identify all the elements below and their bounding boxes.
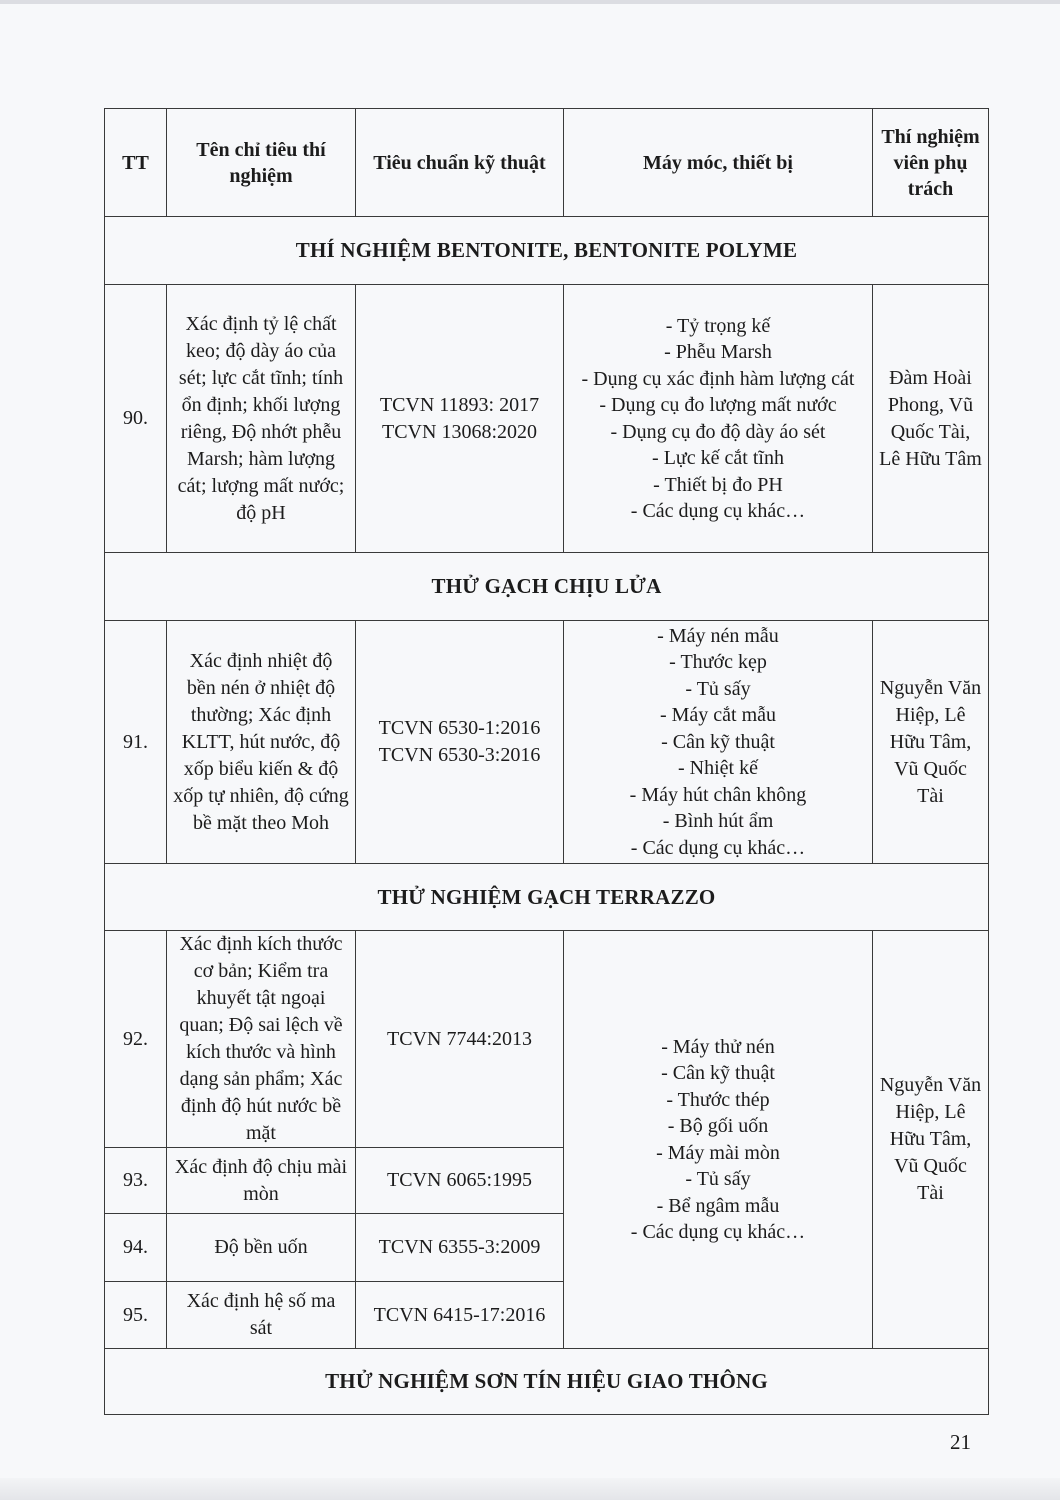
standard-line: TCVN 6530-1:2016: [378, 717, 541, 739]
section-title-traffic-paint: THỬ NGHIỆM SƠN TÍN HIỆU GIAO THÔNG: [105, 1349, 989, 1415]
section-row: [105, 553, 989, 621]
header-equipment: Máy móc, thiết bị: [564, 109, 873, 217]
scan-edge-top: [0, 0, 1060, 4]
equipment-item: - Dụng cụ đo độ dày áo sét: [610, 420, 826, 443]
row-standard: TCVN 7744:2013: [356, 931, 564, 1148]
standard-line: TCVN 11893: 2017: [379, 393, 540, 416]
equipment-item: - Máy nén mẫu: [657, 624, 779, 647]
equipment-list: [570, 313, 866, 525]
table-header-row: [105, 109, 989, 217]
row-standard: [356, 285, 564, 553]
row-test-name: Xác định tỷ lệ chất keo; độ dày áo của sét; lực cắt tĩnh; tính ổn định; khối lượng riêng, Độ nhớt phễu Marsh; hàm lượng cát; lượng mất nước; độ pH: [167, 285, 356, 553]
row-standard: TCVN 6415-17:2016: [356, 1282, 564, 1349]
row-equipment: [564, 621, 873, 864]
section-title-refractory-brick: THỬ GẠCH CHỊU LỬA: [105, 553, 989, 621]
standard-line: TCVN 6530-3:2016: [378, 744, 541, 766]
equipment-item: - Cân kỹ thuật: [661, 730, 775, 753]
equipment-item: - Bình hút ẩm: [662, 810, 774, 833]
equipment-item: - Tủ sấy: [685, 1168, 751, 1190]
equipment-item: - Các dụng cụ khác…: [630, 500, 806, 522]
table-row: [105, 931, 989, 1148]
equipment-item: - Cân kỹ thuật: [661, 1062, 775, 1084]
row-test-name: Xác định hệ số ma sát: [167, 1282, 356, 1349]
header-test-name: Tên chỉ tiêu thí nghiệm: [167, 109, 356, 217]
row-equipment: [564, 285, 873, 553]
section-row: [105, 864, 989, 931]
row-tt: 93.: [105, 1148, 167, 1214]
row-test-name: Xác định kích thước cơ bản; Kiểm tra khuyết tật ngoại quan; Độ sai lệch về kích thước và hình dạng sản phẩm; Xác định độ hút nước bề mặt: [167, 931, 356, 1148]
equipment-item: - Thiết bị đo PH: [653, 473, 783, 496]
header-standard: Tiêu chuẩn kỹ thuật: [356, 109, 564, 217]
equipment-item: - Bộ gối uốn: [667, 1115, 769, 1137]
page-number: 21: [950, 1430, 971, 1454]
equipment-item: - Các dụng cụ khác…: [630, 836, 806, 859]
equipment-item: - Thước thép: [666, 1088, 770, 1111]
row-staff: Nguyễn Văn Hiệp, Lê Hữu Tâm, Vũ Quốc Tài: [873, 621, 989, 864]
equipment-list: [570, 623, 866, 862]
standard-line: TCVN 13068:2020: [382, 420, 537, 443]
header-staff: Thí nghiệm viên phụ trách: [873, 109, 989, 217]
section-title-terrazzo: THỬ NGHIỆM GẠCH TERRAZZO: [105, 864, 989, 931]
equipment-item: - Tủ sấy: [685, 677, 751, 700]
table-row: [105, 621, 989, 864]
equipment-item: - Nhiệt kế: [678, 757, 758, 780]
section-row: [105, 1349, 989, 1415]
section-row: [105, 217, 989, 285]
table-row: [105, 285, 989, 553]
row-test-name: Xác định độ chịu mài mòn: [167, 1148, 356, 1214]
row-tt: 91.: [105, 621, 167, 864]
equipment-item: - Tỷ trọng kế: [665, 314, 771, 337]
row-tt: 92.: [105, 931, 167, 1148]
header-tt: TT: [105, 109, 167, 217]
equipment-item: - Dụng cụ xác định hàm lượng cát: [581, 367, 855, 390]
equipment-item: - Lực kế cắt tĩnh: [652, 447, 784, 469]
row-tt: 94.: [105, 1214, 167, 1282]
equipment-item: - Máy cắt mẫu: [659, 704, 777, 727]
row-standard: TCVN 6065:1995: [356, 1148, 564, 1214]
row-test-name: Độ bền uốn: [167, 1214, 356, 1282]
row-tt: 90.: [105, 285, 167, 553]
row-staff: Đàm Hoài Phong, Vũ Quốc Tài, Lê Hữu Tâm: [873, 285, 989, 553]
equipment-item: - Máy hút chân không: [629, 783, 807, 806]
test-capability-table: [104, 108, 989, 1415]
equipment-item: - Thước kẹp: [669, 651, 767, 674]
equipment-item: - Các dụng cụ khác…: [630, 1221, 806, 1243]
scan-edge-bottom: [0, 1478, 1060, 1500]
row-standard: TCVN 6355-3:2009: [356, 1214, 564, 1282]
terrazzo-staff: Nguyễn Văn Hiệp, Lê Hữu Tâm, Vũ Quốc Tài: [873, 931, 989, 1349]
equipment-item: - Máy thử nén: [661, 1035, 775, 1058]
equipment-item: - Dụng cụ đo lượng mất nước: [599, 394, 837, 416]
row-standard: [356, 621, 564, 864]
terrazzo-equipment: [564, 931, 873, 1349]
equipment-item: - Phễu Marsh: [664, 341, 772, 363]
equipment-item: - Bể ngâm mẫu: [656, 1194, 780, 1217]
row-tt: 95.: [105, 1282, 167, 1349]
equipment-item: - Máy mài mòn: [656, 1141, 780, 1164]
section-title-bentonite: THÍ NGHIỆM BENTONITE, BENTONITE POLYME: [105, 217, 989, 285]
row-test-name: Xác định nhiệt độ bền nén ở nhiệt độ thường; Xác định KLTT, hút nước, độ xốp biểu kiến & độ xốp tự nhiên, độ cứng bề mặt theo Moh: [167, 621, 356, 864]
equipment-list: [570, 1034, 866, 1246]
